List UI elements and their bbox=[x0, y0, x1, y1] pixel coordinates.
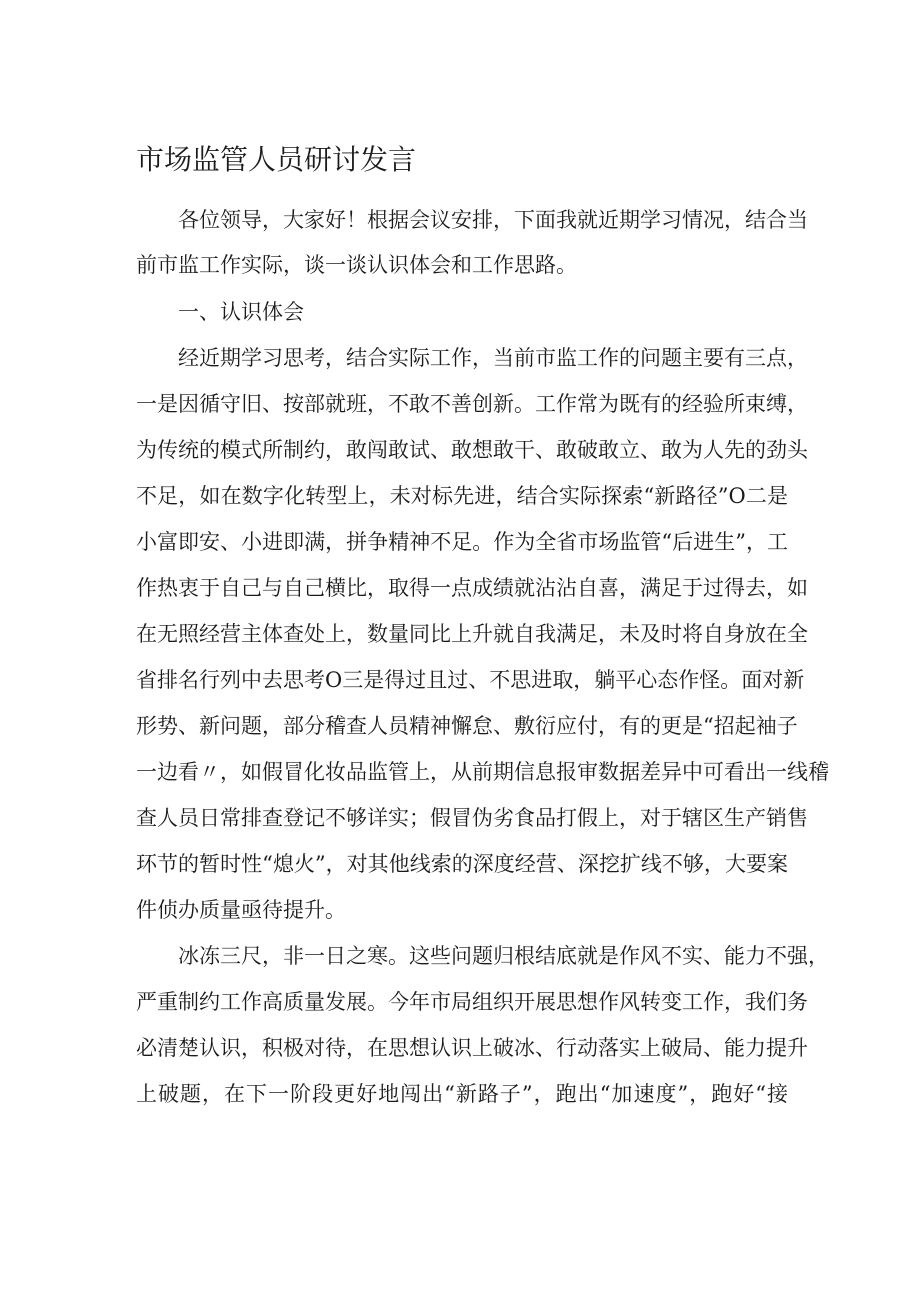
paragraph-line: 前市监工作实际，谈一谈认识体会和工作思路。 bbox=[136, 253, 577, 277]
paragraph-line: 各位领导，大家好！根据会议安排，下面我就近期学习情况，结合当 bbox=[178, 208, 808, 232]
paragraph-line: 冰冻三尺，非一日之寒。这些问题归根结底就是作风不实、能力不强， bbox=[178, 944, 829, 968]
paragraph-line: 经近期学习思考，结合实际工作，当前市监工作的问题主要有三点， bbox=[178, 346, 808, 370]
paragraph-line: 省排名行列中去思考O三是得过且过、不思进取，躺平心态作怪。面对新 bbox=[136, 668, 805, 692]
paragraph-line: 环节的暂时性“熄火”，对其他线索的深度经营、深挖扩线不够，大要案 bbox=[136, 852, 788, 876]
paragraph-line: 小富即安、小进即满，拼争精神不足。作为全省市场监管“后进生”，工 bbox=[136, 530, 788, 554]
document-title: 市场监管人员研讨发言 bbox=[136, 143, 417, 176]
paragraph-line: 一边看〃，如假冒化妆品监管上，从前期信息报审数据差异中可看出一线稽 bbox=[136, 760, 829, 784]
section-heading: 一、认识体会 bbox=[178, 300, 304, 324]
paragraph-line: 件侦办质量亟待提升。 bbox=[136, 898, 346, 922]
paragraph-line: 在无照经营主体查处上，数量同比上升就自我满足，未及时将自身放在全 bbox=[136, 622, 808, 646]
paragraph-line: 不足，如在数字化转型上，未对标先进，结合实际探索“新路径”O二是 bbox=[136, 484, 788, 508]
paragraph-line: 形势、新问题，部分稽查人员精神懈怠、敷衍应付，有的更是“招起袖子 bbox=[136, 714, 798, 738]
paragraph-line: 上破题，在下一阶段更好地闯出“新路子”，跑出“加速度”，跑好“接 bbox=[136, 1082, 788, 1106]
paragraph-line: 一是因循守旧、按部就班，不敢不善创新。工作常为既有的经验所束缚， bbox=[136, 392, 808, 416]
paragraph-line: 为传统的模式所制约，敢闯敢试、敢想敢干、敢破敢立、敢为人先的劲头 bbox=[136, 438, 808, 462]
paragraph-line: 查人员日常排查登记不够详实；假冒伪劣食品打假上，对于辖区生产销售 bbox=[136, 806, 808, 830]
paragraph-line: 严重制约工作高质量发展。今年市局组织开展思想作风转变工作，我们务 bbox=[136, 990, 808, 1014]
paragraph-line: 必清楚认识，积极对待，在思想认识上破冰、行动落实上破局、能力提升 bbox=[136, 1036, 808, 1060]
paragraph-line: 作热衷于自己与自己横比，取得一点成绩就沾沾自喜，满足于过得去，如 bbox=[136, 576, 808, 600]
